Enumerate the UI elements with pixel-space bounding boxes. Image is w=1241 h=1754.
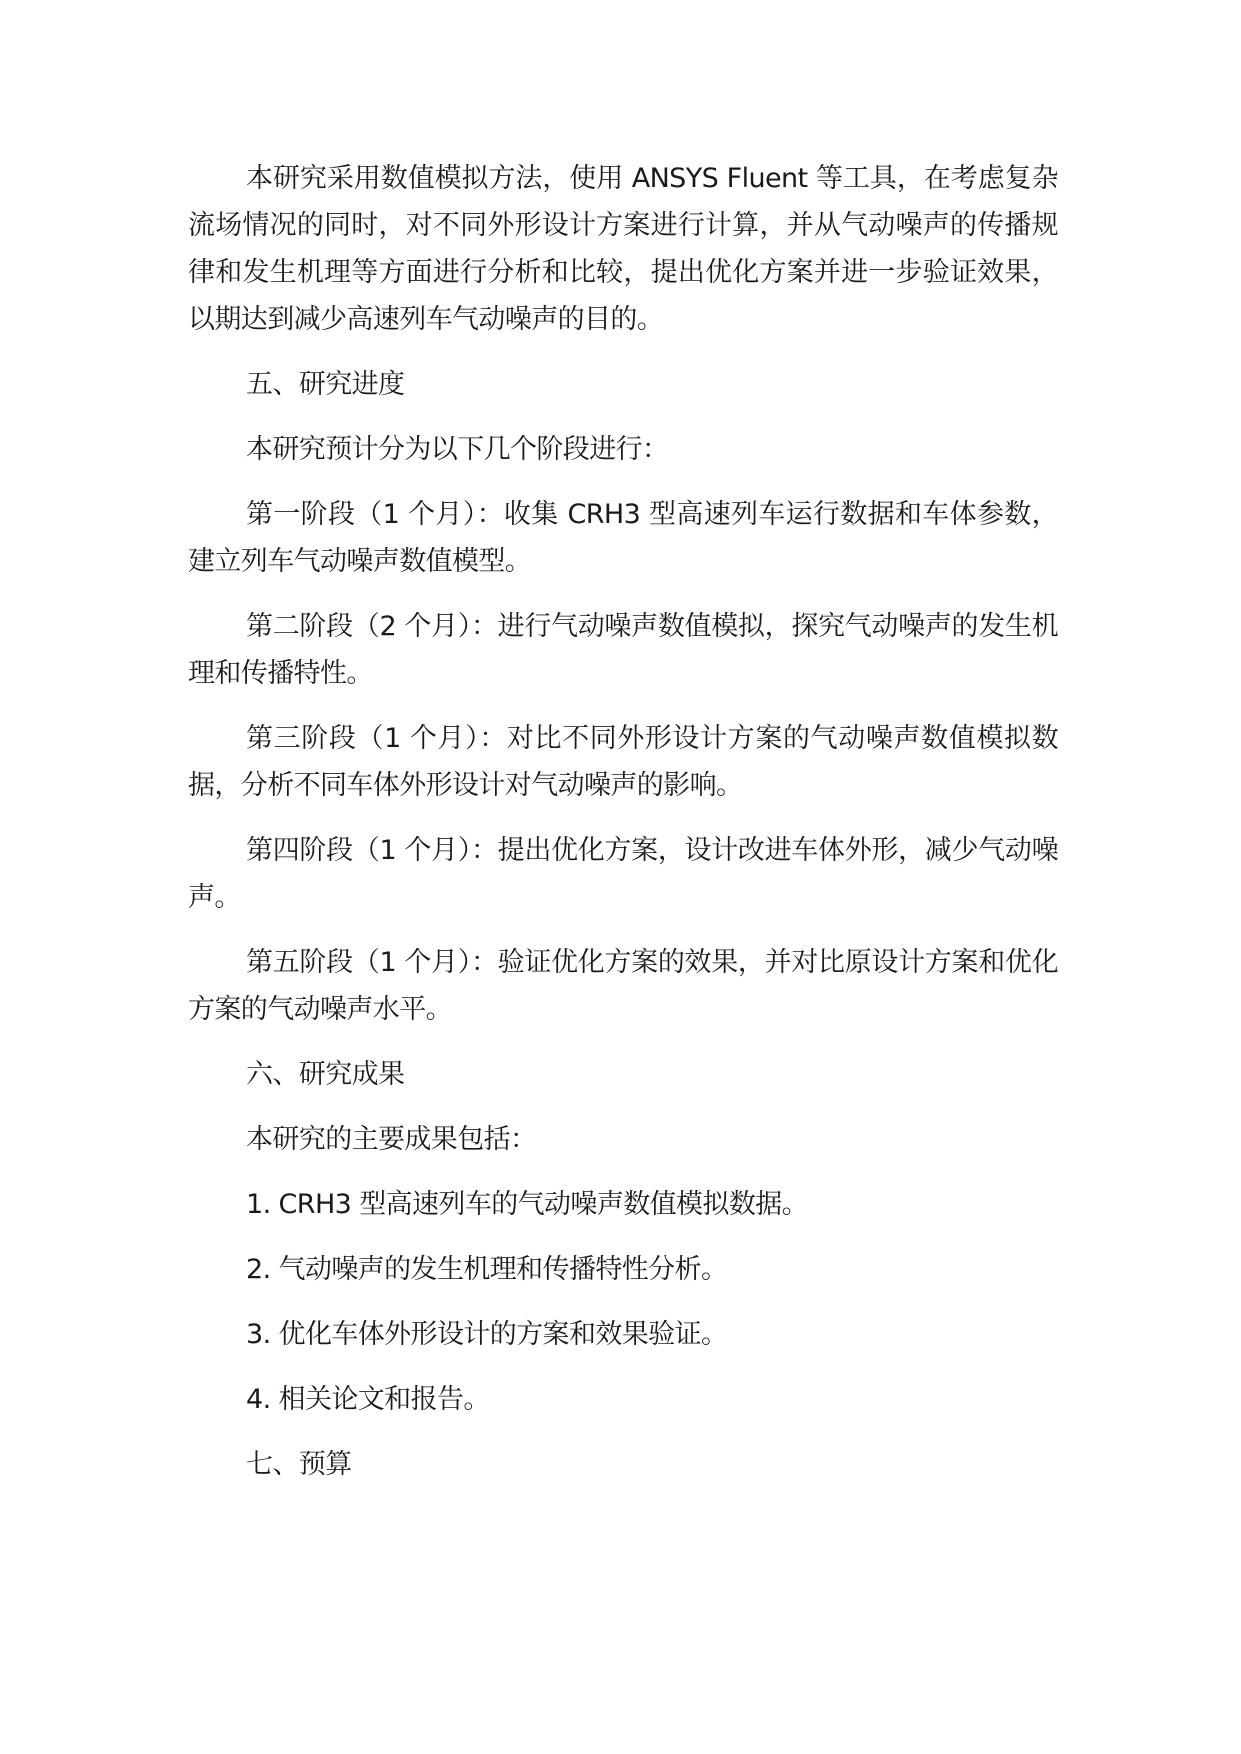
result-list-item: 1. CRH3 型高速列车的气动噪声数值模拟数据。 (246, 1189, 809, 1220)
intro-paragraph: 本研究采用数值模拟方法，使用 ANSYS Fluent 等工具，在考虑复杂流场情况的同时，对不同外形设计方案进行计算，并从气动噪声的传播规律和发生机理等方面进行分析和比较，提出优化方案并进一步验证效果，以期达到减少高速列车气动噪声的目的。 (188, 163, 1058, 335)
result-list-item: 4. 相关论文和报告。 (246, 1384, 490, 1415)
result-list-item: 3. 优化车体外形设计的方案和效果验证。 (246, 1319, 728, 1350)
document-body (188, 155, 1058, 1506)
stage-paragraph: 第一阶段（1 个月）：收集 CRH3 型高速列车运行数据和车体参数，建立列车气动噪声数值模型。 (188, 499, 1058, 577)
section-5-lead: 本研究预计分为以下几个阶段进行： (246, 434, 669, 465)
stage-paragraph: 第五阶段（1 个月）：验证优化方案的效果，并对比原设计方案和优化方案的气动噪声水平。 (188, 947, 1058, 1025)
section-7-heading: 七、预算 (246, 1449, 352, 1480)
stage-paragraph: 第四阶段（1 个月）：提出优化方案，设计改进车体外形，减少气动噪声。 (188, 835, 1058, 913)
section-5-heading: 五、研究进度 (246, 369, 405, 400)
section-6-heading: 六、研究成果 (246, 1059, 405, 1090)
stage-paragraph: 第三阶段（1 个月）：对比不同外形设计方案的气动噪声数值模拟数据，分析不同车体外形设计对气动噪声的影响。 (188, 723, 1058, 801)
section-6-lead: 本研究的主要成果包括： (246, 1124, 537, 1155)
result-list-item: 2. 气动噪声的发生机理和传播特性分析。 (246, 1254, 728, 1285)
stage-paragraph: 第二阶段（2 个月）：进行气动噪声数值模拟，探究气动噪声的发生机理和传播特性。 (188, 611, 1058, 689)
